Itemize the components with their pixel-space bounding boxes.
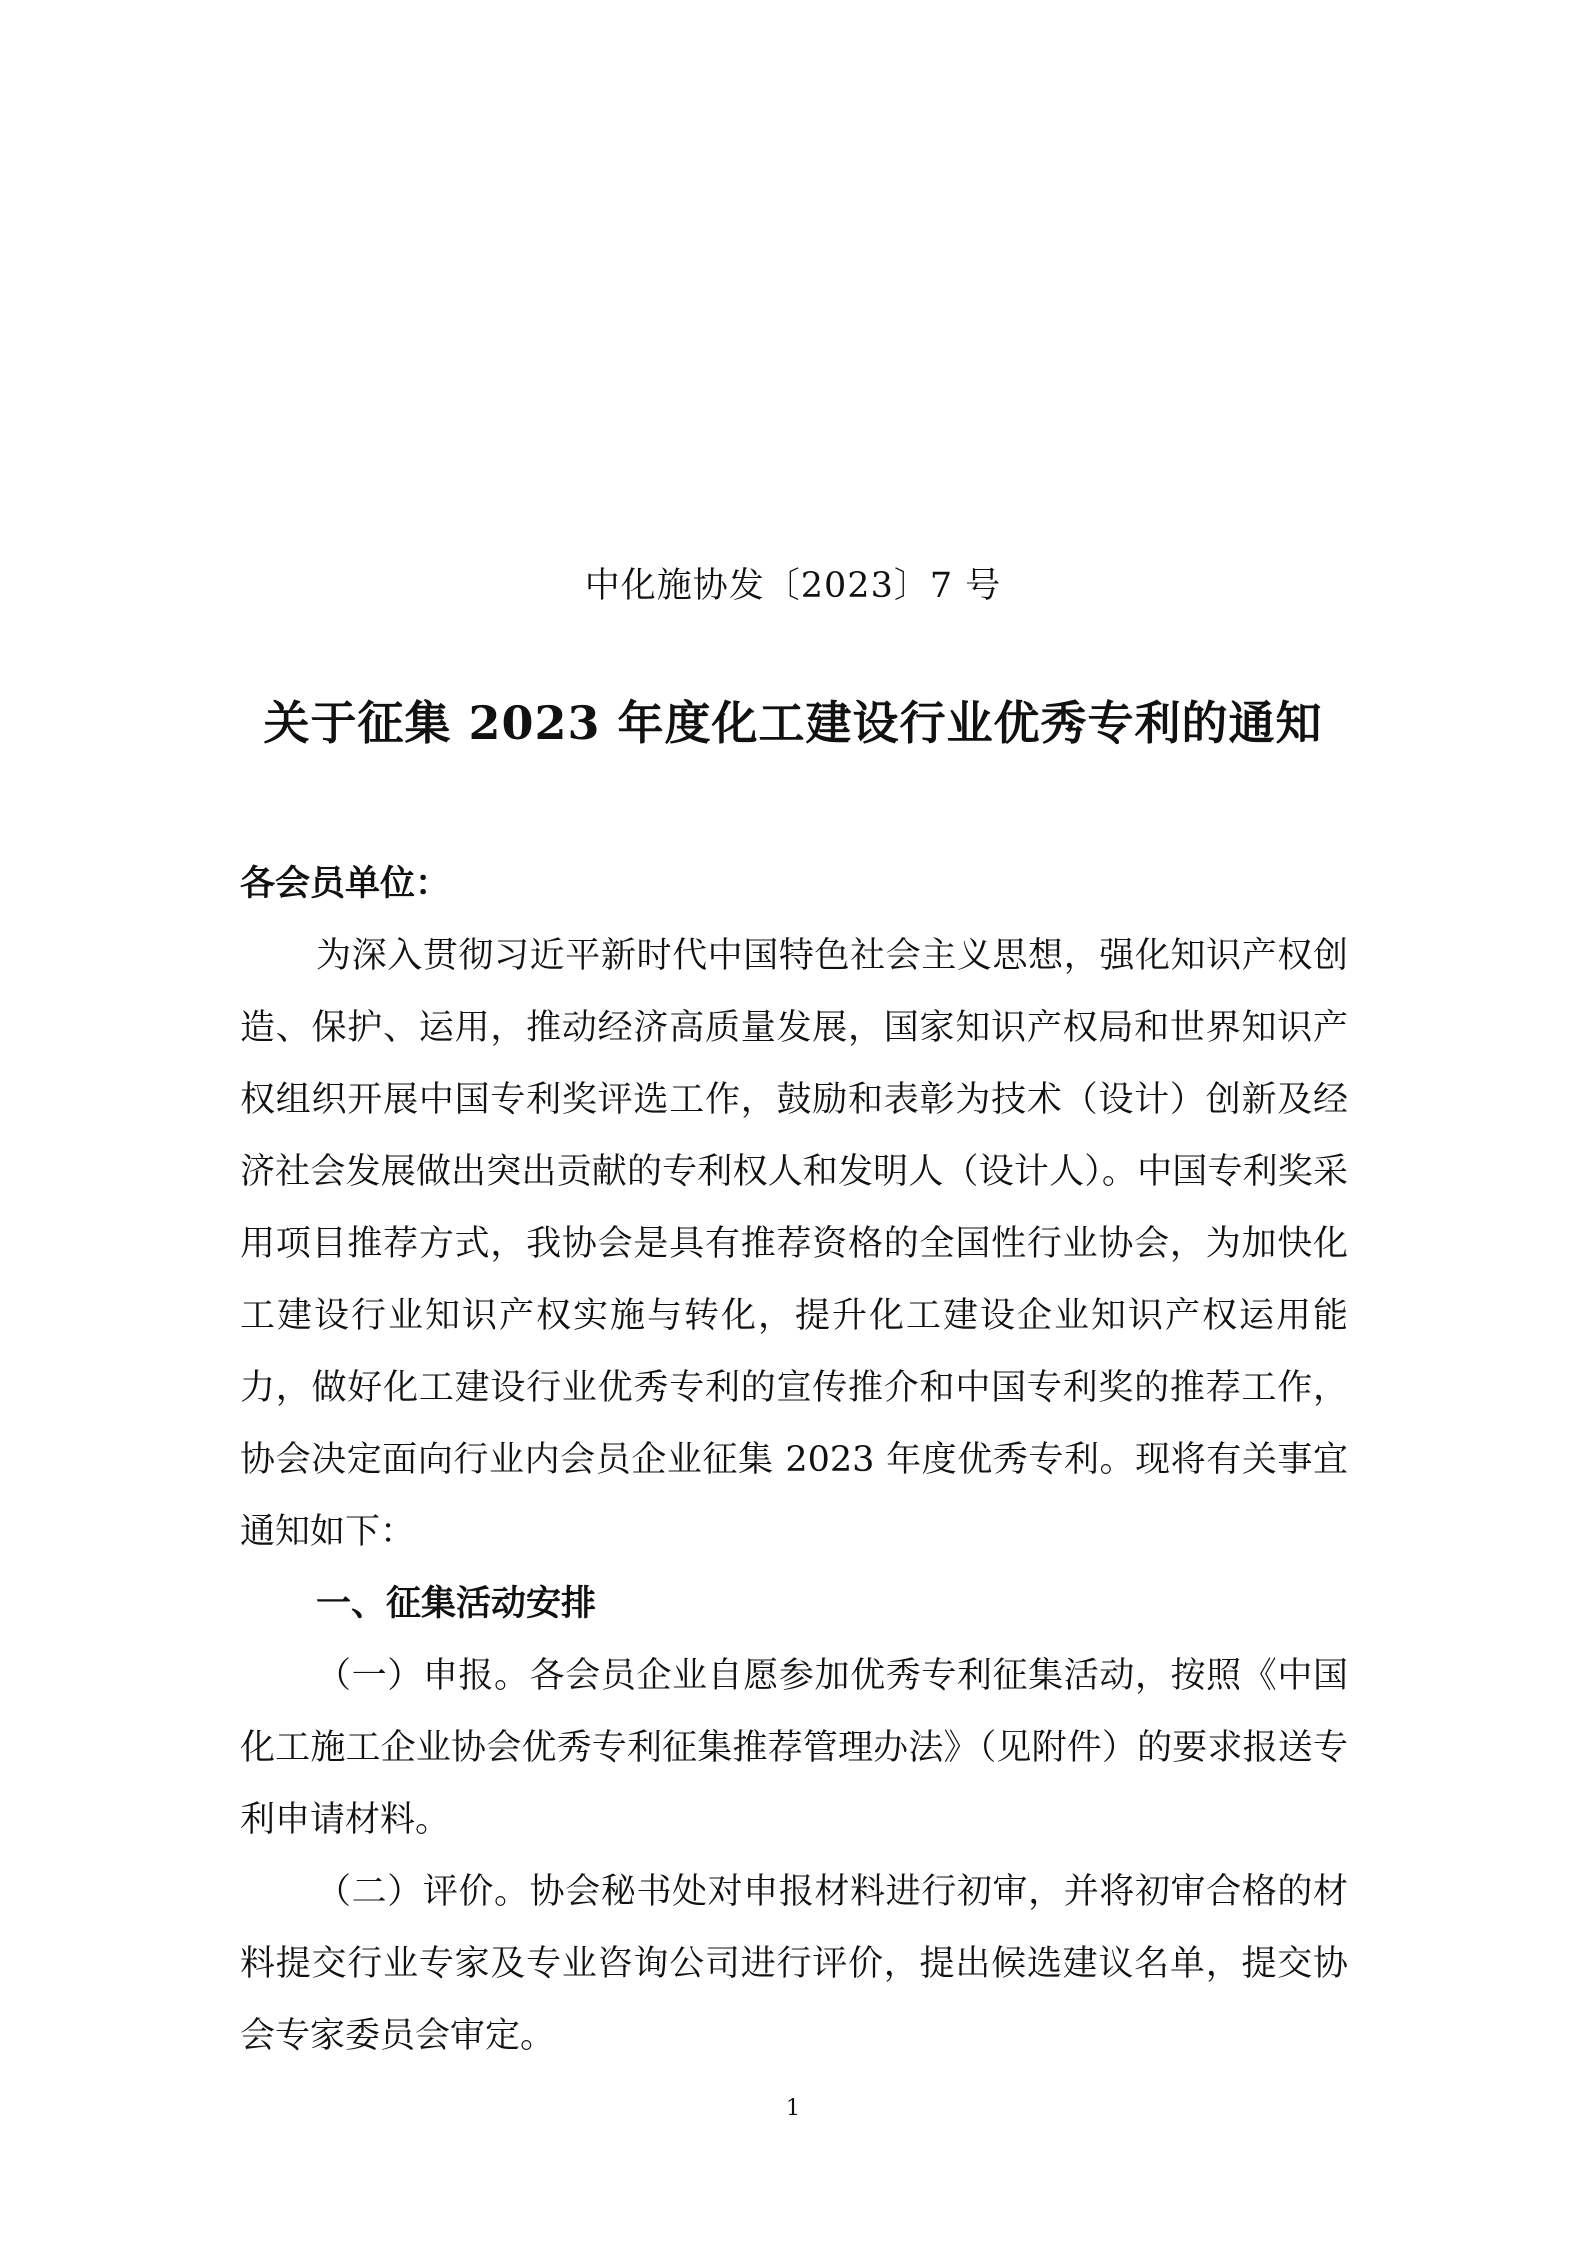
- item-evaluation: （二）评价。协会秘书处对申报材料进行初审，并将初审合格的材料提交行业专家及专业咨询公司进行评价，提出候选建议名单，提交协会专家委员会审定。: [240, 1872, 1348, 2056]
- document-body: [240, 848, 1348, 2072]
- page-number: 1: [786, 2096, 800, 2121]
- item-declaration: （一）申报。各会员企业自愿参加优秀专利征集活动，按照《中国化工施工企业协会优秀专利征集推荐管理办法》（见附件）的要求报送专利申请材料。: [240, 1656, 1348, 1840]
- intro-paragraph: 为深入贯彻习近平新时代中国特色社会主义思想，强化知识产权创造、保护、运用，推动经济高质量发展，国家知识产权局和世界知识产权组织开展中国专利奖评选工作，鼓励和表彰为技术（设计）创新及经济社会发展做出突出贡献的专利权人和发明人（设计人）。中国专利奖采用项目推荐方式，我协会是具有推荐资格的全国性行业协会，为加快化工建设行业知识产权实施与转化，提升化工建设企业知识产权运用能力，做好化工建设行业优秀专利的宣传推介和中国专利奖的推荐工作，协会决定面向行业内会员企业征集 2023 年度优秀专利。现将有关事宜通知如下：: [240, 936, 1348, 1552]
- document-number: 中化施协发〔2023〕7 号: [584, 566, 1002, 606]
- section-heading: 一、征集活动安排: [316, 1583, 597, 1624]
- salutation: 各会员单位：: [240, 863, 451, 904]
- document-title: 关于征集 2023 年度化工建设行业优秀专利的通知: [263, 696, 1323, 750]
